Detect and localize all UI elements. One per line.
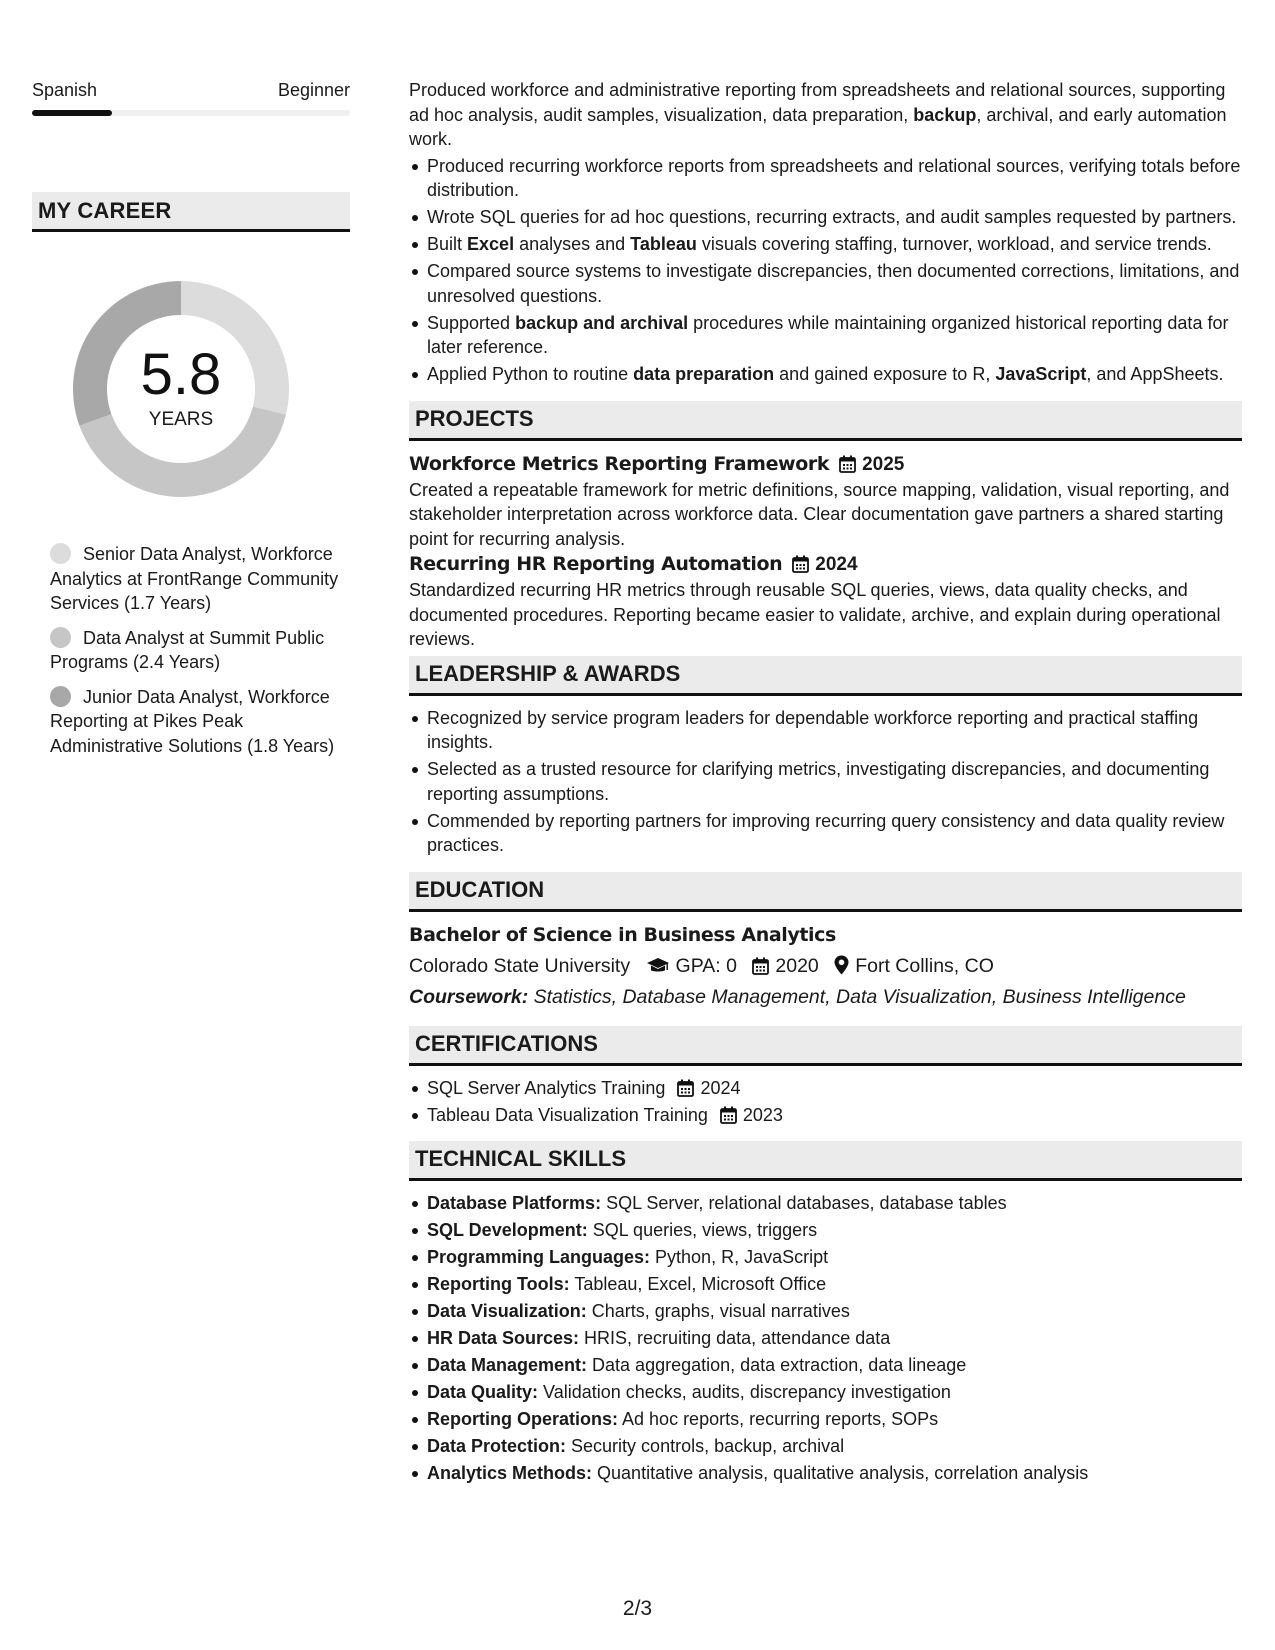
skill-item	[409, 1380, 1242, 1405]
graduation-cap-icon	[646, 957, 670, 975]
skill-item	[409, 1434, 1242, 1459]
certification-year: 2023	[742, 1104, 783, 1125]
certification-item	[409, 1103, 1242, 1128]
career-item	[50, 626, 350, 675]
experience-summary	[409, 78, 1242, 152]
skill-label: Reporting Operations:	[427, 1409, 619, 1429]
skill-item	[409, 1299, 1242, 1324]
skills-list	[409, 1191, 1242, 1486]
education-location-group	[834, 955, 994, 977]
text-run: visuals covering staffing, turnover, workload, and service trends.	[696, 234, 1212, 254]
skill-label: SQL Development:	[427, 1220, 588, 1240]
total-years-value: 5.8	[140, 342, 222, 407]
skill-value: Security controls, backup, archival	[566, 1436, 845, 1456]
bold-text: Excel	[467, 234, 515, 254]
career-dot	[50, 686, 71, 707]
certification-year: 2024	[700, 1077, 741, 1098]
career-dot	[50, 627, 71, 648]
project-year: 2025	[862, 453, 905, 475]
skill-label: Data Visualization:	[427, 1301, 587, 1321]
skill-item	[409, 1272, 1242, 1297]
bold-text: backup and archival	[515, 312, 689, 333]
skill-item	[409, 1326, 1242, 1351]
skill-label: Programming Languages:	[427, 1247, 651, 1267]
project-name: Recurring HR Reporting Automation	[409, 553, 783, 575]
language-name: Spanish	[32, 80, 98, 100]
text-run: Wrote SQL queries for ad hoc questions, recurring extracts, and audit samples requested by partners.	[427, 207, 1237, 227]
text-run: Produced recurring workforce reports from spreadsheets and relational sources, verifying totals before distribution.	[427, 155, 1241, 200]
certification-date	[720, 1105, 783, 1125]
skill-value: HRIS, recruiting data, attendance data	[579, 1328, 891, 1348]
skill-label: Data Management:	[427, 1355, 588, 1375]
skill-value: Validation checks, audits, discrepancy investigation	[538, 1382, 951, 1402]
coursework-label: Coursework:	[409, 985, 529, 1008]
leadership-item: Recognized by service program leaders for dependable workforce reporting and practical staffing insights.	[409, 706, 1242, 755]
certification-name: Tableau Data Visualization Training	[427, 1104, 708, 1125]
language-proficiency-fill	[32, 110, 112, 116]
skill-value: Charts, graphs, visual narratives	[586, 1301, 850, 1321]
education-gpa: GPA: 0	[675, 954, 737, 977]
bold-text: JavaScript	[995, 364, 1087, 384]
text-run: Built	[427, 234, 468, 254]
text-run: Produced workforce and administrative reporting from spreadsheets and relational sources, supporting ad hoc analysis, audit samples, visualization, data preparation,	[409, 80, 1226, 125]
experience-bullet	[409, 232, 1242, 257]
certification-name: SQL Server Analytics Training	[427, 1077, 666, 1098]
education-details	[409, 950, 1242, 982]
calendar-icon	[752, 957, 769, 975]
skill-item	[409, 1353, 1242, 1378]
project-date	[839, 454, 904, 475]
skill-value: Python, R, JavaScript	[650, 1247, 829, 1267]
skill-item	[409, 1218, 1242, 1243]
text-run: analyses and	[514, 234, 631, 254]
skill-label: Analytics Methods:	[427, 1463, 593, 1483]
project-date	[792, 554, 857, 575]
projects-list	[409, 451, 1242, 652]
certification-item	[409, 1076, 1242, 1101]
education-year: 2020	[775, 954, 819, 977]
skill-value: Tableau, Excel, Microsoft Office	[569, 1274, 827, 1294]
text-run: , and AppSheets.	[1086, 364, 1224, 384]
project-year: 2024	[815, 554, 858, 575]
bold-text: backup	[913, 104, 977, 125]
skill-label: Data Protection:	[427, 1436, 567, 1456]
career-donut-chart	[66, 274, 296, 504]
leadership-list	[409, 706, 1242, 858]
experience-bullet	[409, 311, 1242, 360]
bold-text: data preparation	[633, 364, 775, 384]
skill-value: Ad hoc reports, recurring reports, SOPs	[618, 1409, 939, 1429]
text-run: and gained exposure to R,	[774, 364, 996, 384]
education-year-group	[752, 955, 818, 977]
skill-value: Quantitative analysis, qualitative analysis, correlation analysis	[592, 1463, 1089, 1483]
skill-value: Data aggregation, data extraction, data lineage	[587, 1355, 967, 1375]
education-location: Fort Collins, CO	[855, 954, 994, 977]
career-item-label: Senior Data Analyst, Workforce Analytics at FrontRange Community Services (1.7 Years)	[50, 544, 339, 613]
experience-bullet	[409, 362, 1242, 387]
skill-value: SQL queries, views, triggers	[587, 1220, 818, 1240]
language-level: Beginner	[277, 80, 350, 100]
education-degree: Bachelor of Science in Business Analytics	[409, 923, 836, 946]
projects-heading: PROJECTS	[409, 401, 1242, 441]
skill-label: Database Platforms:	[427, 1193, 602, 1213]
career-item-label: Junior Data Analyst, Workforce Reporting at Pikes Peak Administrative Solutions (1.8 Years)	[50, 686, 335, 756]
career-item-label: Data Analyst at Summit Public Programs (2.4 Years)	[50, 627, 325, 672]
experience-bullet	[409, 154, 1242, 203]
career-list	[32, 542, 350, 758]
leadership-item: Selected as a trusted resource for clarifying metrics, investigating discrepancies, and documenting reporting assumptions.	[409, 757, 1242, 806]
skill-label: Data Quality:	[427, 1382, 539, 1402]
page-number: 2/3	[622, 1597, 653, 1620]
project-item	[409, 451, 1242, 552]
career-item	[50, 685, 350, 759]
skills-heading: TECHNICAL SKILLS	[409, 1141, 1242, 1181]
donut-center	[66, 274, 296, 504]
calendar-icon	[792, 555, 809, 573]
education-heading: EDUCATION	[409, 872, 1242, 912]
project-name: Workforce Metrics Reporting Framework	[409, 452, 830, 475]
project-title	[409, 451, 1242, 478]
experience-bullet	[409, 259, 1242, 308]
right-column	[409, 78, 1242, 1488]
calendar-icon	[677, 1079, 694, 1097]
education-school: Colorado State University	[409, 954, 631, 977]
career-item	[50, 542, 350, 616]
project-title	[409, 551, 1242, 578]
leadership-heading: LEADERSHIP & AWARDS	[409, 656, 1242, 696]
certifications-list	[409, 1076, 1242, 1128]
text-run: Applied Python to routine	[427, 364, 634, 384]
skill-label: HR Data Sources:	[427, 1328, 580, 1348]
text-run: , archival, and early automation work.	[409, 104, 1227, 149]
career-dot	[50, 543, 71, 564]
calendar-icon	[839, 455, 856, 473]
left-column	[32, 78, 350, 768]
skill-item	[409, 1191, 1242, 1216]
certification-date	[677, 1078, 740, 1098]
education-coursework	[409, 982, 1242, 1012]
project-description: Standardized recurring HR metrics through reusable SQL queries, views, data quality checks, and documented procedures. Reporting became easier to validate, archive, and explain during operational reviews.	[409, 580, 1221, 649]
text-run: procedures while maintaining organized historical reporting data for later reference.	[427, 312, 1229, 357]
skill-item	[409, 1407, 1242, 1432]
experience-bullet	[409, 205, 1242, 230]
skill-value: SQL Server, relational databases, database tables	[601, 1193, 1007, 1213]
project-description: Created a repeatable framework for metric definitions, source mapping, validation, visual reporting, and stakeholder interpretation across workforce data. Clear documentation gave partners a shared starting point for recurring analysis.	[409, 479, 1230, 549]
career-heading: MY CAREER	[32, 192, 350, 232]
location-pin-icon	[834, 955, 849, 975]
experience-bullets	[409, 154, 1242, 387]
skill-item	[409, 1461, 1242, 1486]
project-item	[409, 551, 1242, 652]
skill-item	[409, 1245, 1242, 1270]
language-row	[32, 78, 350, 102]
calendar-icon	[720, 1106, 737, 1124]
skill-label: Reporting Tools:	[427, 1274, 570, 1294]
education-gpa-group	[646, 955, 737, 977]
bold-text: Tableau	[630, 234, 697, 254]
coursework-list: Statistics, Database Management, Data Visualization, Business Intelligence	[533, 985, 1186, 1008]
language-proficiency-bar	[32, 110, 350, 116]
text-run: Compared source systems to investigate discrepancies, then documented corrections, limitations, and unresolved questions.	[427, 261, 1240, 306]
leadership-item: Commended by reporting partners for improving recurring query consistency and data quality review practices.	[409, 809, 1242, 858]
total-years-unit: YEARS	[148, 409, 214, 430]
certifications-heading: CERTIFICATIONS	[409, 1026, 1242, 1066]
text-run: Supported	[427, 312, 516, 333]
